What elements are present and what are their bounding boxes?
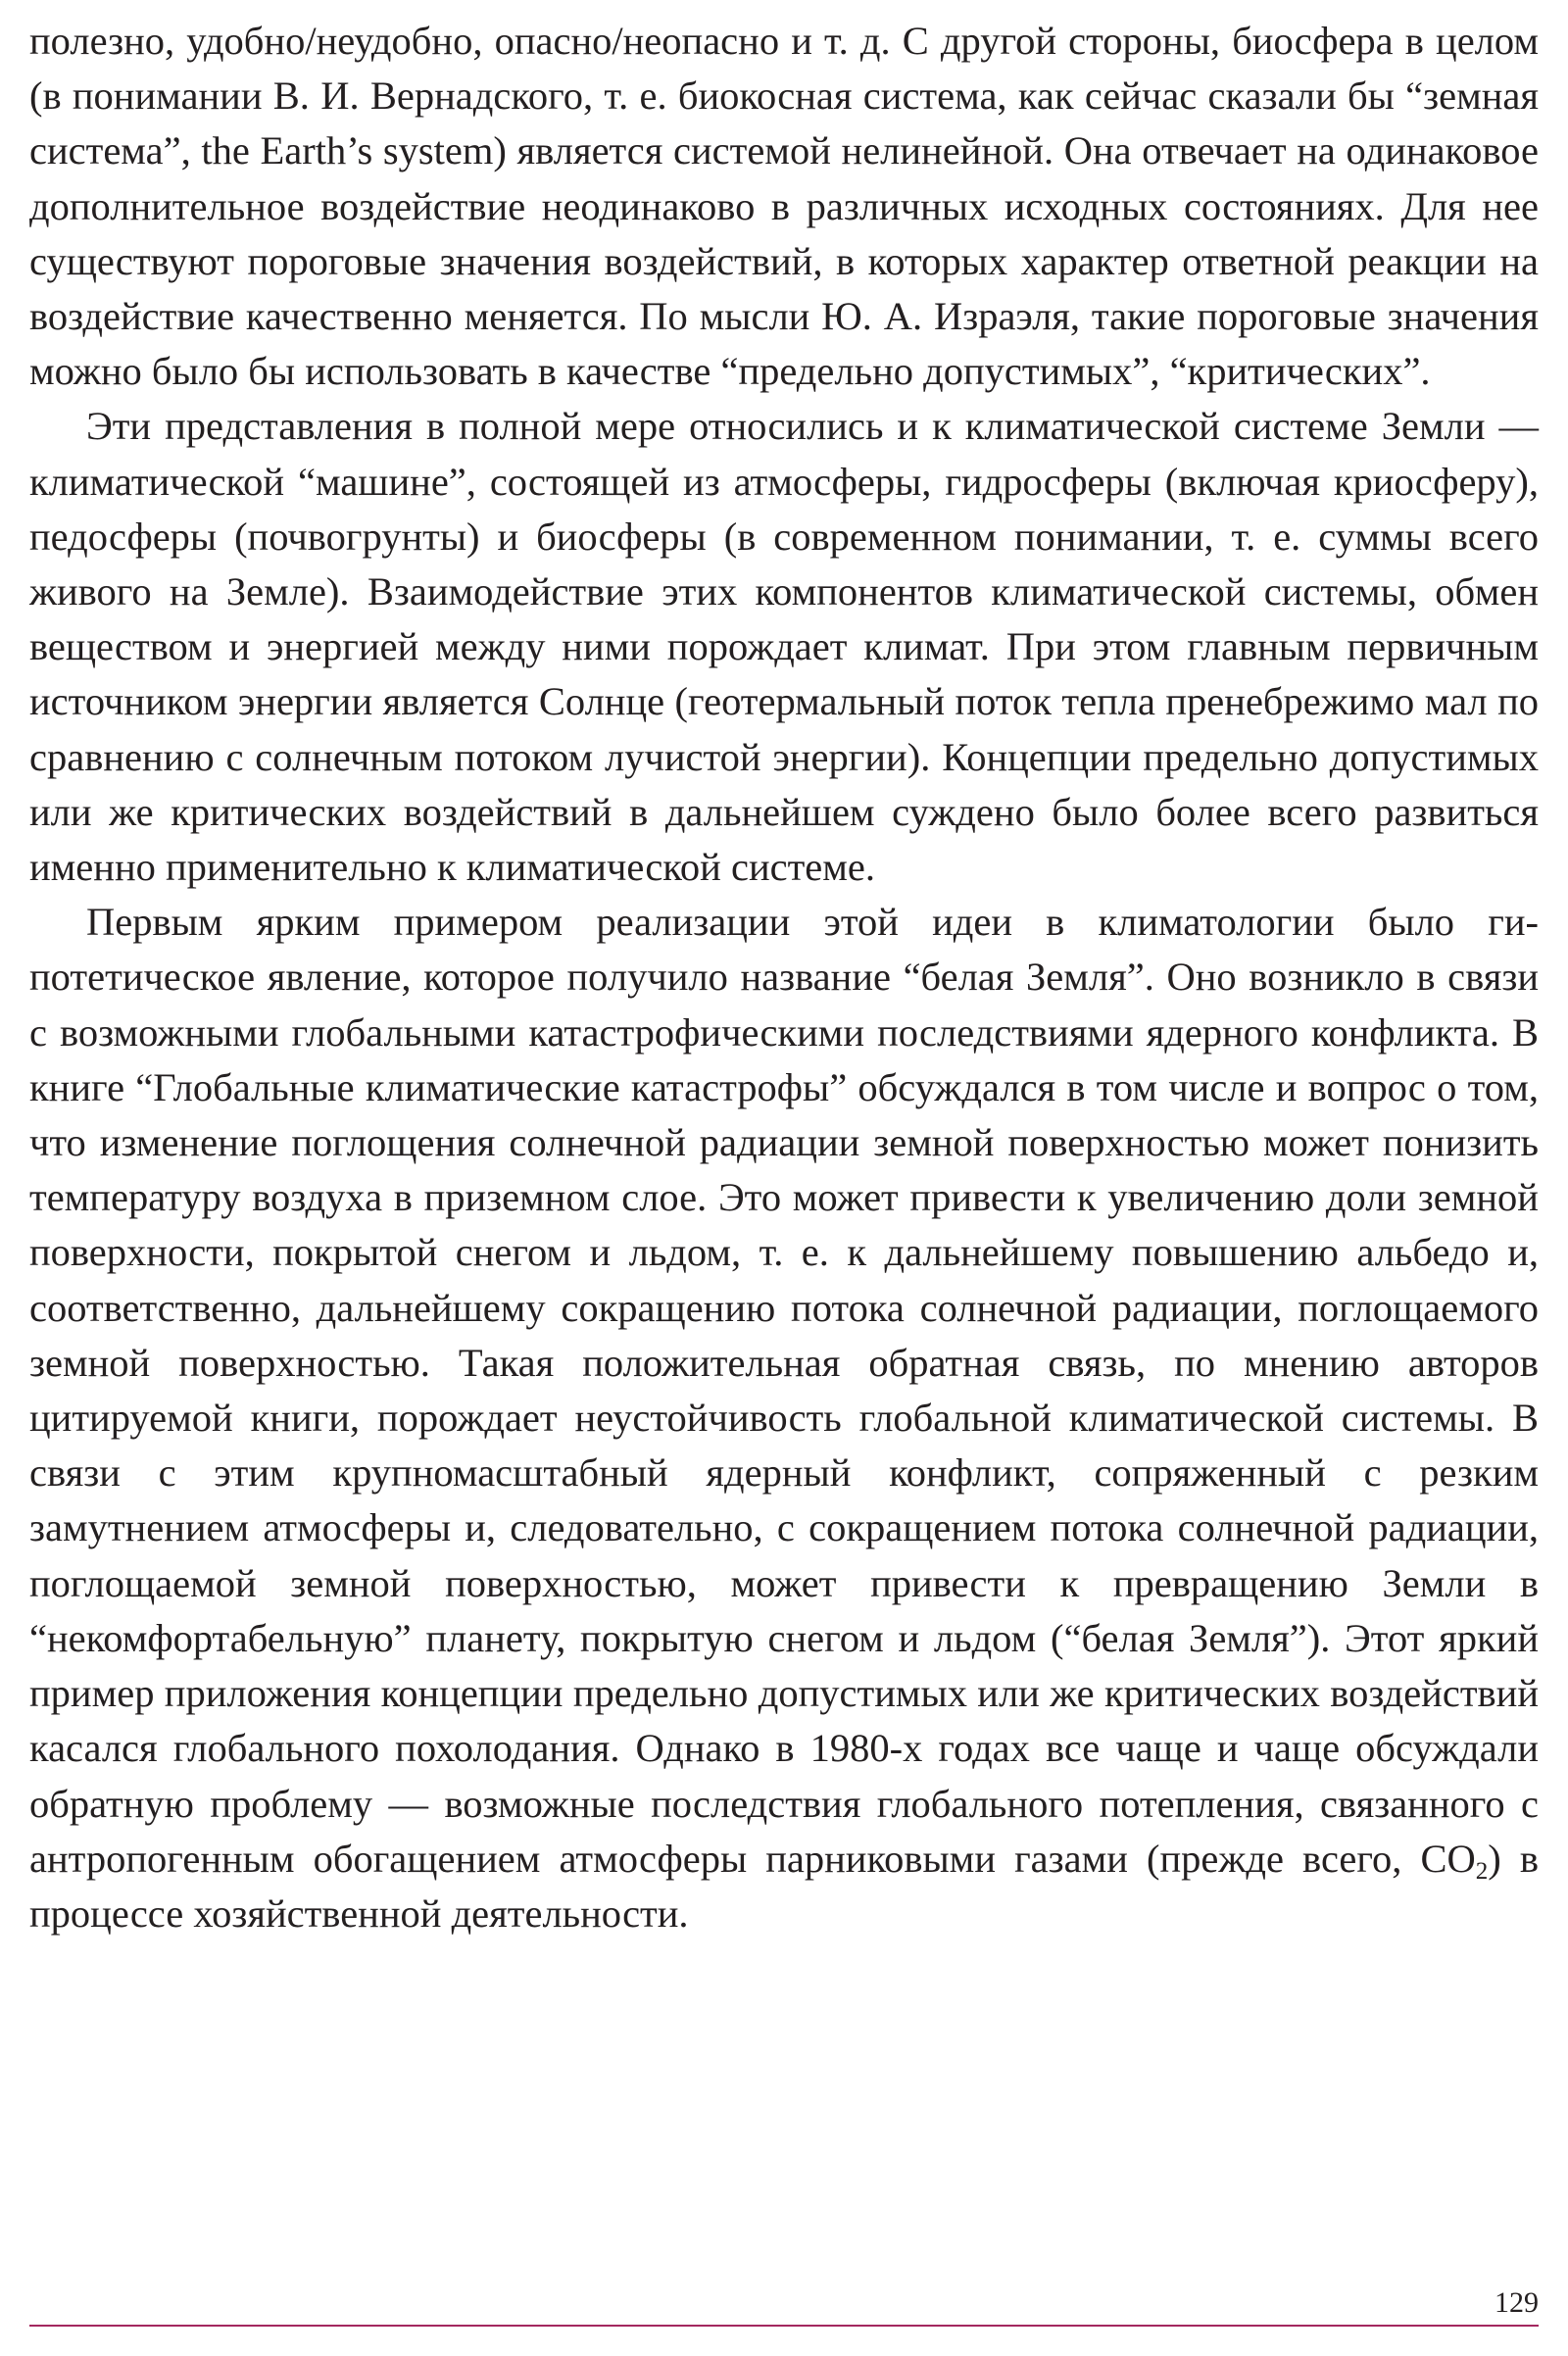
footer-rule [29,2325,1539,2327]
co2-subscript: 2 [1475,1857,1489,1885]
paragraph-white-earth [29,895,1539,1941]
paragraph-continued: полезно, удобно/неудобно, опасно/неопасно и т. д. С другой стороны, биосфера в целом (в понимании В. И. Вернадского, т. е. биокосная система, как сейчас сказали бы “земная система”, the Earth’s system) является системой нелинейной. Она отвечает на одинаковое дополнительное воздействие неодинаково в различных исходных состояниях. Для нее существуют пороговые значения воздействий, в которых характер ответной реакции на воздействие качественно меняется. По мысли Ю. А. Израэля, такие пороговые значения можно было бы использовать в качестве “предельно допустимых”, “критических”. [29,19,1539,394]
page-footer [29,2285,1539,2325]
paragraph-white-earth-text: Первым ярким примером реализации этой идеи в климатологии было гипотетическое явление, которое получило название “белая Земля”. Оно возникло в связи с возможными глобальными катастрофическими последствиями ядерного конфликта. В книге “Глобальные климатические катастрофы” обсуждался в том числе и вопрос о том, что изменение поглощения солнечной радиации земной поверхностью может понизить температуру воздуха в приземном слое. Это может привести к увеличению доли земной поверхности, покрытой снегом и льдом, т. е. к дальнейшему повышению альбедо и, соответственно, дальнейшему сокращению потока солнечной радиации, поглощаемого земной поверхностью. Такая положительная обратная связь, по мнению авторов цитируемой книги, порождает неустойчивость глобальной климатической системы. В связи с этим крупномасштабный ядерный конфликт, сопряженный с резким замутнением атмосферы и, следовательно, с сокращением потока солнечной радиации, поглощаемой земной поверхностью, может привести к превращению Земли в “некомфортабельную” планету, покрытую снегом и льдом (“белая Земля”). Этот яркий пример приложения концепции предельно допустимых или же критических воздействий касался глобального похолодания. Однако в 1980-х годах все чаще и чаще обсуждали обратную проблему — возможные последствия глобального потепления, связанного с антропогенным обогащением атмосферы парниковыми газами (прежде всего, CO [29,900,1539,1881]
paragraph-white-earth-tail: ) в процессе хозяйственной деятельности. [29,1836,1539,1936]
page-number: 129 [1494,2286,1539,2319]
page-body [29,14,1539,1941]
paragraph-climate-system: Эти представления в полной мере относились и к климатической системе Земли — климатической “машине”, состоящей из атмосферы, гидросферы (включая криосферу), педосферы (почвогрунты) и биосферы (в современном понимании, т. е. суммы всего живого на Земле). Взаимодействие этих компонентов климатической системы, обмен веществом и энергией между ними порождает климат. При этом главным первичным источником энергии является Солнце (геотермальный поток тепла пренебрежимо мал по сравнению с солнечным потоком лучистой энергии). Концепции предельно допустимых или же критических воздействий в дальнейшем суждено было более всего развиться именно применительно к климатической системе. [29,404,1539,890]
